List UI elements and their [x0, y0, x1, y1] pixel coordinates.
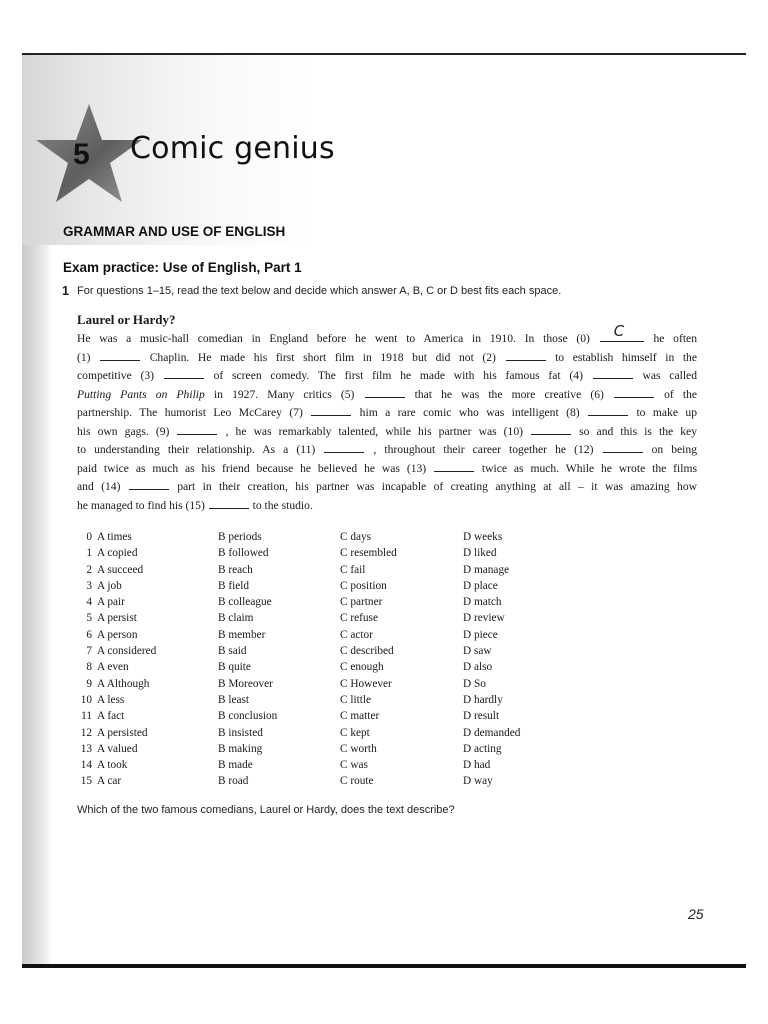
option-number: 2 [86, 563, 92, 576]
answer-gap-4[interactable] [593, 367, 633, 379]
passage-line: his own gags. (9) , he was remarkably talented, while his partner was (10) so and this is the key [77, 424, 697, 438]
answer-gap-14[interactable] [129, 478, 169, 490]
option-number: 1 [86, 547, 92, 560]
option-b[interactable]: B road [218, 775, 249, 788]
option-c[interactable]: C However [340, 677, 392, 690]
option-number: 14 [80, 759, 92, 772]
option-row [78, 562, 638, 578]
passage-line: he managed to find his (15) to the studio. [77, 498, 313, 512]
option-row [78, 610, 638, 626]
option-a[interactable]: A Although [97, 677, 150, 690]
option-d[interactable]: D had [463, 759, 491, 772]
option-a[interactable]: A persist [97, 612, 137, 625]
top-rule [22, 53, 746, 55]
option-c[interactable]: C enough [340, 661, 384, 674]
option-number: 13 [80, 742, 92, 755]
page-number: 25 [688, 906, 704, 922]
option-b[interactable]: B made [218, 759, 253, 772]
option-b[interactable]: B quite [218, 661, 251, 674]
option-b[interactable]: B insisted [218, 726, 263, 739]
option-b[interactable]: B reach [218, 563, 253, 576]
option-a[interactable]: A even [97, 661, 129, 674]
option-c[interactable]: C kept [340, 726, 370, 739]
option-d[interactable]: D result [463, 710, 500, 723]
option-c[interactable]: C worth [340, 742, 377, 755]
option-d[interactable]: D weeks [463, 531, 503, 543]
option-c[interactable]: C matter [340, 710, 380, 723]
option-d[interactable]: D demanded [463, 726, 521, 739]
question-instruction: For questions 1–15, read the text below and decide which answer A, B, C or D best fits each space. [77, 285, 562, 297]
option-a[interactable]: A copied [97, 547, 138, 560]
option-a[interactable]: A pair [97, 596, 125, 609]
option-c[interactable]: C fail [340, 563, 366, 576]
option-b[interactable]: B periods [218, 531, 262, 543]
option-number: 0 [86, 531, 92, 543]
option-d[interactable]: D saw [463, 645, 492, 658]
option-row [78, 708, 638, 724]
option-a[interactable]: A persisted [97, 726, 148, 739]
option-d[interactable]: D also [463, 661, 493, 674]
option-row [78, 659, 638, 675]
answer-gap-1[interactable] [100, 349, 140, 361]
passage-line: partnership. The humorist Leo McCarey (7) him a rare comic who was intelligent (8) to make up [77, 406, 698, 419]
option-c[interactable]: C little [340, 693, 372, 706]
option-c[interactable]: C refuse [340, 612, 378, 625]
option-row [78, 643, 638, 659]
option-a[interactable]: A less [97, 693, 125, 706]
option-d[interactable]: D hardly [463, 693, 503, 706]
passage-line: (1) Chaplin. He made his first short film in 1918 but did not (2) to establish himself in the [77, 350, 697, 364]
option-c[interactable]: C route [340, 775, 374, 788]
option-number: 15 [80, 775, 92, 788]
option-b[interactable]: B said [218, 645, 247, 658]
option-row [78, 627, 638, 643]
option-a[interactable]: A took [97, 759, 128, 772]
option-number: 9 [86, 677, 92, 690]
option-d[interactable]: D piece [463, 628, 498, 641]
option-row [78, 757, 638, 773]
option-row [78, 692, 638, 708]
passage-title: Laurel or Hardy? [77, 312, 176, 327]
option-b[interactable]: B claim [218, 612, 254, 625]
question-number: 1 [62, 284, 69, 298]
answer-gap-7[interactable] [311, 404, 351, 416]
option-b[interactable]: B field [218, 579, 250, 592]
option-number: 12 [80, 726, 92, 739]
option-d[interactable]: D So [463, 677, 486, 690]
option-d[interactable]: D way [463, 775, 493, 788]
passage-line: competitive (3) of screen comedy. The first film he made with his famous fat (4) was called [77, 369, 697, 382]
option-b[interactable]: B member [218, 628, 266, 641]
answer-gap-11[interactable] [324, 441, 364, 453]
option-row [78, 725, 638, 741]
option-number: 7 [86, 645, 92, 658]
option-b[interactable]: B least [218, 693, 250, 706]
answer-gap-8[interactable] [588, 404, 628, 416]
option-c[interactable]: C was [340, 759, 368, 772]
option-a[interactable]: A succeed [97, 563, 144, 576]
passage-line: Putting Pants on Philip in 1927. Many critics (5) that he was the more creative (6) of the [77, 387, 698, 401]
answer-gap-12[interactable] [603, 441, 643, 453]
unit-title: Comic genius [130, 131, 335, 166]
option-row [78, 545, 638, 561]
option-d[interactable]: D review [463, 612, 505, 625]
passage-line: and (14) part in their creation, his partner was incapable of creating anything at all – it was amazing how [77, 480, 698, 493]
answer-options-table [78, 529, 638, 790]
option-a[interactable]: A valued [97, 742, 138, 755]
option-c[interactable]: C partner [340, 596, 383, 609]
bottom-rule [22, 964, 746, 968]
answer-gap-2[interactable] [506, 349, 546, 361]
option-row [78, 676, 638, 692]
passage-line: to understanding their relationship. As a (11) , throughout their career together he (12) on being [77, 443, 697, 456]
handwritten-answer: C [613, 322, 625, 340]
option-c[interactable]: C days [340, 531, 372, 543]
exam-heading: Exam practice: Use of English, Part 1 [63, 260, 302, 275]
option-b[interactable]: B conclusion [218, 710, 278, 723]
option-b[interactable]: B colleague [218, 596, 272, 609]
option-a[interactable]: A considered [97, 645, 157, 658]
option-row [78, 773, 638, 789]
option-number: 5 [86, 612, 92, 625]
answer-gap-3[interactable] [164, 367, 204, 379]
answer-gap-10[interactable] [531, 423, 571, 435]
answer-gap-5[interactable] [365, 386, 405, 398]
option-row [78, 594, 638, 610]
option-row [78, 741, 638, 757]
passage [77, 322, 698, 515]
answer-gap-6[interactable] [614, 386, 654, 398]
answer-gap-9[interactable] [177, 423, 217, 435]
passage-line: paid twice as much as his friend because he believed he was (13) twice as much. While he wrote the films [77, 461, 697, 475]
option-b[interactable]: B making [218, 742, 263, 755]
option-d[interactable]: D manage [463, 563, 510, 576]
option-c[interactable]: C position [340, 579, 387, 592]
option-d[interactable]: D place [463, 579, 498, 592]
option-c[interactable]: C resembled [340, 547, 397, 560]
option-number: 8 [86, 661, 92, 674]
option-d[interactable]: D acting [463, 742, 502, 755]
option-d[interactable]: D match [463, 596, 502, 609]
option-c[interactable]: C actor [340, 628, 373, 641]
option-a[interactable]: A person [97, 628, 138, 641]
option-a[interactable]: A fact [97, 710, 125, 723]
option-row [78, 529, 638, 545]
option-number: 10 [80, 693, 92, 706]
option-number: 6 [86, 628, 92, 641]
option-c[interactable]: C described [340, 645, 394, 658]
followup-question: Which of the two famous comedians, Laurel or Hardy, does the text describe? [77, 804, 455, 816]
option-a[interactable]: A job [97, 579, 122, 592]
option-d[interactable]: D liked [463, 547, 497, 560]
answer-gap-0[interactable] [600, 322, 644, 342]
option-a[interactable]: A times [97, 531, 132, 543]
option-number: 11 [81, 710, 92, 723]
passage-line: He was a music-hall comedian in England before he went to America in 1910. In those (0) C he often [77, 322, 698, 345]
option-a[interactable]: A car [97, 775, 122, 788]
option-number: 3 [86, 579, 92, 592]
unit-number: 5 [73, 138, 90, 171]
option-b[interactable]: B Moreover [218, 677, 273, 690]
option-b[interactable]: B followed [218, 547, 269, 560]
answer-gap-13[interactable] [434, 460, 474, 472]
film-title: Putting Pants on Philip [77, 387, 205, 401]
option-number: 4 [86, 596, 92, 609]
option-row [78, 578, 638, 594]
answer-gap-15[interactable] [209, 497, 249, 509]
section-heading: GRAMMAR AND USE OF ENGLISH [63, 224, 286, 239]
